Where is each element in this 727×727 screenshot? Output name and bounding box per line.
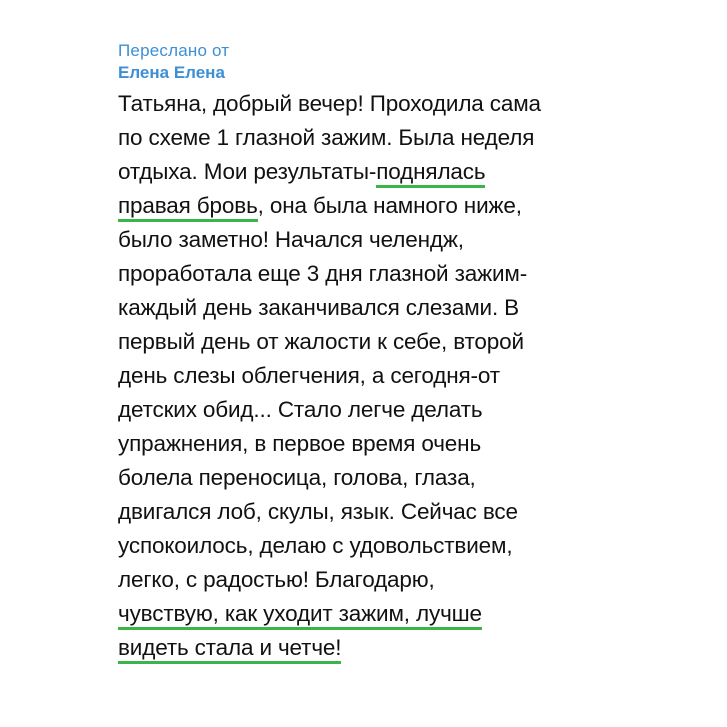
message-line (118, 155, 718, 189)
message-line (118, 631, 718, 665)
message-line: легко, с радостью! Благодарю, (118, 567, 435, 592)
message-text-segment: , она была намного ниже, (257, 193, 522, 218)
highlighted-text: правая бровь (118, 193, 258, 222)
message-line: упражнения, в первое время очень (118, 431, 482, 456)
message-text-segment: отдыха. Мои результаты- (118, 159, 377, 184)
message-line: было заметно! Начался челендж, (118, 227, 464, 252)
message-line: болела переносица, голова, глаза, (118, 465, 476, 490)
message-line (118, 597, 718, 631)
message-line: Татьяна, добрый вечер! Проходила сама (118, 91, 541, 116)
message-line: успокоилось, делаю с удовольствием, (118, 533, 513, 558)
highlighted-text: поднялась (376, 159, 485, 188)
message-line: первый день от жалости к себе, второй (118, 329, 524, 354)
message-line: день слезы облегчения, а сегодня-от (118, 363, 500, 388)
highlighted-text: чувствую, как уходит зажим, лучше (118, 601, 482, 630)
forwarded-sender-name[interactable]: Елена Елена (118, 63, 225, 82)
message-text (118, 87, 718, 665)
message-line: по схеме 1 глазной зажим. Была неделя (118, 125, 535, 150)
message-line: двигался лоб, скулы, язык. Сейчас все (118, 499, 518, 524)
message-line: проработала еще 3 дня глазной зажим- (118, 261, 528, 286)
message-line: каждый день заканчивался слезами. В (118, 295, 520, 320)
message-line (118, 189, 718, 223)
forwarded-from-label: Переслано от (118, 41, 230, 60)
highlighted-text: видеть стала и четче! (118, 635, 341, 664)
message-line: детских обид... Стало легче делать (118, 397, 483, 422)
forwarded-message (118, 40, 718, 665)
